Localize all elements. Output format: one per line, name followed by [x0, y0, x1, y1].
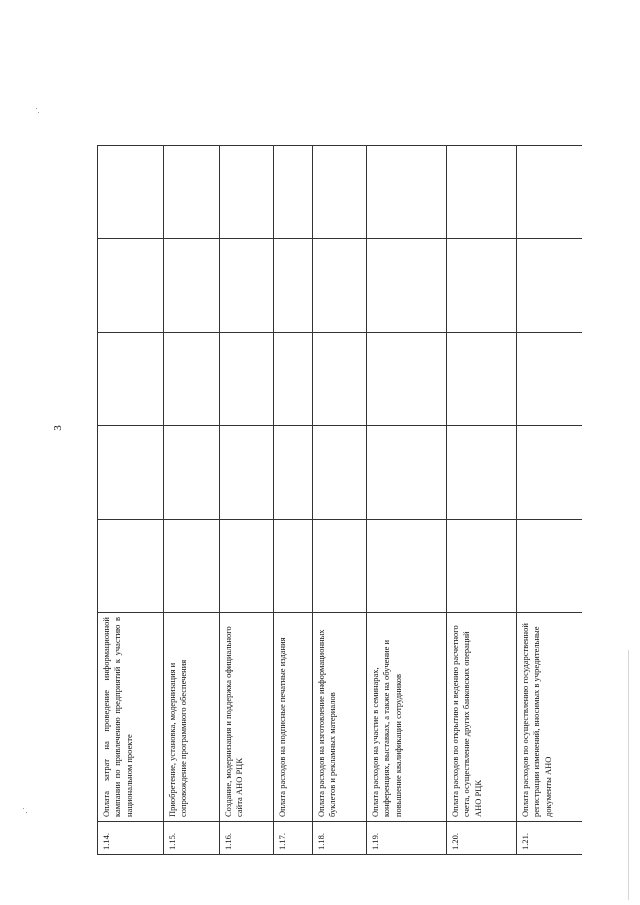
table-cell [367, 519, 447, 612]
row-description: Оплата расходов по открытию и ведению расчетного счета, осуществление других банковских операций АНО РЦК [447, 613, 517, 822]
table-cell [164, 146, 220, 239]
table-cell [313, 239, 367, 332]
row-number: 1.14. [98, 822, 164, 855]
scan-speck [38, 112, 39, 113]
cost-table-container [97, 145, 582, 855]
table-row [98, 146, 164, 855]
table-cell [274, 519, 313, 612]
table-cell [274, 239, 313, 332]
scan-speck [23, 808, 24, 809]
table-cell [98, 332, 164, 425]
table-cell [164, 239, 220, 332]
row-description: Оплата затрат на проведение информационной кампании по привлечению предприятий к участию в национальном проекте [98, 613, 164, 822]
table-cell [220, 519, 274, 612]
table-cell [447, 332, 517, 425]
row-number: 1.19. [367, 822, 447, 855]
table-cell [274, 332, 313, 425]
row-number: 1.21. [517, 822, 583, 855]
table-row [274, 146, 313, 855]
table-cell [517, 519, 583, 612]
table-row [313, 146, 367, 855]
table-cell [220, 146, 274, 239]
table-cell [164, 519, 220, 612]
table-cell [220, 332, 274, 425]
rotated-table [97, 145, 582, 855]
table-row [220, 146, 274, 855]
row-description: Оплата расходов по осуществлению государственной регистрации изменений, вносимых в учредительные документы АНО [517, 613, 583, 822]
page-number: 3 [52, 425, 64, 431]
table-row [517, 146, 583, 855]
table-row [164, 146, 220, 855]
row-description: Приобретение, установка, модернизация и сопровождение программного обеспечения [164, 613, 220, 822]
table-cell [220, 239, 274, 332]
table-cell [274, 426, 313, 519]
table-cell [164, 426, 220, 519]
row-number: 1.17. [274, 822, 313, 855]
scan-speck [26, 812, 27, 813]
table-cell [98, 146, 164, 239]
table-cell [98, 239, 164, 332]
table-cell [98, 426, 164, 519]
table-cell [220, 426, 274, 519]
table-cell [447, 519, 517, 612]
table-cell [313, 426, 367, 519]
cost-table [97, 145, 582, 855]
table-cell [367, 332, 447, 425]
table-cell [313, 332, 367, 425]
table-cell [367, 146, 447, 239]
table-cell [517, 146, 583, 239]
table-cell [367, 426, 447, 519]
table-cell [313, 146, 367, 239]
table-cell [98, 519, 164, 612]
table-cell [164, 332, 220, 425]
scan-margin-line [628, 650, 629, 900]
table-row [447, 146, 517, 855]
table-cell [447, 239, 517, 332]
table-cell [367, 239, 447, 332]
table-cell [447, 146, 517, 239]
row-description: Оплата расходов на изготовление информационных буклетов и рекламных материалов [313, 613, 367, 822]
row-number: 1.15. [164, 822, 220, 855]
table-row [367, 146, 447, 855]
row-number: 1.16. [220, 822, 274, 855]
row-number: 1.20. [447, 822, 517, 855]
table-cell [517, 332, 583, 425]
row-description: Оплата расходов на подписные печатные издания [274, 613, 313, 822]
row-description: Создание, модернизация и поддержка официального сайта АНО РЦК [220, 613, 274, 822]
table-cell [517, 426, 583, 519]
scan-speck [36, 108, 37, 109]
row-number: 1.18. [313, 822, 367, 855]
row-description: Оплата расходов на участие в семинарах, конференциях, выставках, а также на обучение и повышение квалификации сотрудников [367, 613, 447, 822]
table-cell [517, 239, 583, 332]
table-cell [274, 146, 313, 239]
table-cell [313, 519, 367, 612]
table-cell [447, 426, 517, 519]
